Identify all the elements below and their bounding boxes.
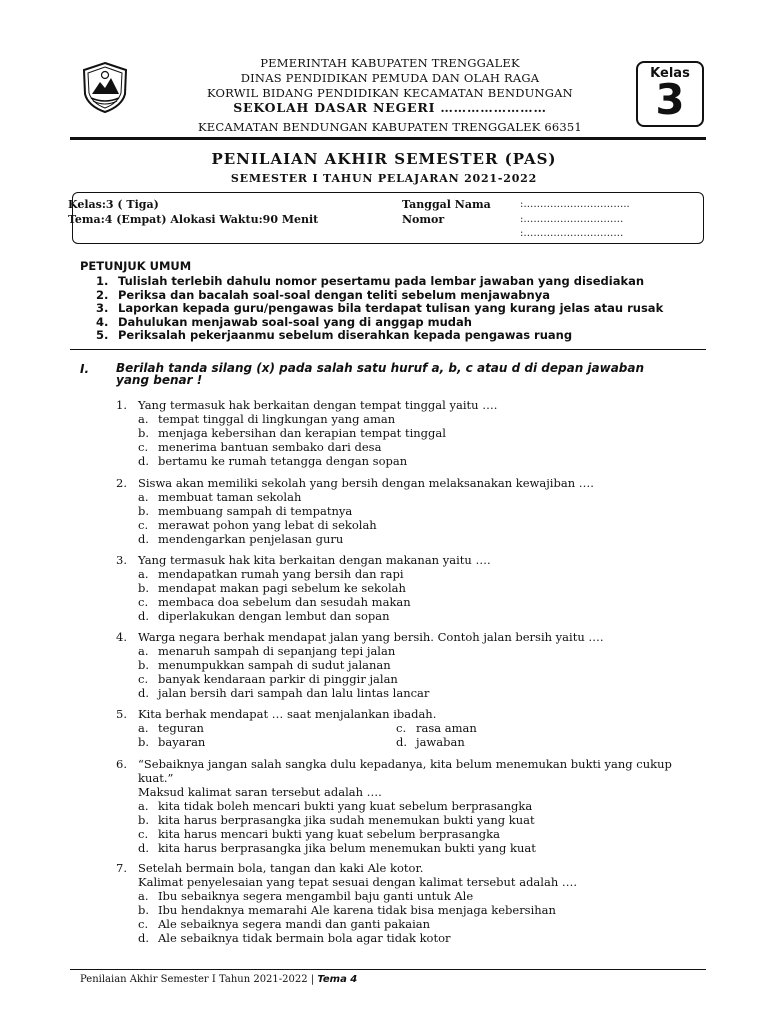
page-footer bbox=[80, 974, 357, 985]
page-title: PENILAIAN AKHIR SEMESTER (PAS) bbox=[211, 150, 557, 168]
petunjuk-item-text: Periksa dan bacalah soal-soal dengan teliti sebelum menjawabnya bbox=[118, 287, 550, 302]
answer-option-text: membaca doa sebelum dan sesudah makan bbox=[158, 595, 411, 609]
answer-option-letter: d. bbox=[396, 735, 408, 749]
question-text: Maksud kalimat saran tersebut adalah …. bbox=[138, 785, 382, 799]
answer-option-letter: b. bbox=[138, 504, 150, 518]
answer-option-letter: b. bbox=[138, 658, 150, 672]
question-number: 7. bbox=[116, 861, 127, 875]
kelas-badge bbox=[636, 61, 704, 127]
header-divider bbox=[70, 137, 706, 140]
answer-option-letter: b. bbox=[138, 813, 150, 827]
answer-option-letter: c. bbox=[396, 721, 407, 735]
question-text: “Sebaiknya jangan salah sangka dulu kepadanya, kita belum menemukan bukti yang cukup bbox=[138, 757, 672, 771]
footer-tema: Tema 4 bbox=[317, 974, 358, 985]
header-address-line: KECAMATAN BENDUNGAN KABUPATEN TRENGGALEK 66351 bbox=[198, 120, 582, 134]
question-text: Yang termasuk hak kita berkaitan dengan makanan yaitu …. bbox=[138, 553, 491, 567]
petunjuk-item bbox=[96, 274, 644, 288]
answer-option-text: mendapat makan pagi sebelum ke sekolah bbox=[158, 581, 406, 595]
answer-option-letter: d. bbox=[138, 841, 150, 855]
answer-option-letter: a. bbox=[138, 567, 149, 581]
petunjuk-divider bbox=[70, 349, 706, 350]
answer-option-letter: a. bbox=[138, 889, 149, 903]
question-number: 2. bbox=[116, 476, 127, 490]
answer-option-letter: d. bbox=[138, 609, 150, 623]
question-text: Yang termasuk hak berkaitan dengan tempat tinggal yaitu …. bbox=[138, 398, 498, 412]
petunjuk-item-text: Laporkan kepada guru/pengawas bila terdapat tulisan yang kurang jelas atau rusak bbox=[118, 301, 664, 315]
question-text: kuat.” bbox=[138, 771, 174, 785]
answer-option-letter: a. bbox=[138, 644, 149, 658]
info-nomor-label: Nomor bbox=[402, 213, 445, 226]
header-department-line: DINAS PENDIDIKAN PEMUDA DAN OLAH RAGA bbox=[240, 71, 540, 85]
answer-option-text: menumpukkan sampah di sudut jalanan bbox=[158, 658, 391, 672]
page-subtitle: SEMESTER I TAHUN PELAJARAN 2021-2022 bbox=[230, 172, 538, 185]
answer-option-text: tempat tinggal di lingkungan yang aman bbox=[158, 412, 396, 426]
question-number: 6. bbox=[116, 757, 127, 771]
answer-option-letter: c. bbox=[138, 917, 149, 931]
petunjuk-item bbox=[96, 315, 472, 329]
answer-option-letter: a. bbox=[138, 799, 149, 813]
answer-option-text: mendengarkan penjelasan guru bbox=[158, 532, 344, 546]
answer-option-text: rasa aman bbox=[416, 721, 477, 735]
header-school-name: SEKOLAH DASAR NEGERI …………………… bbox=[233, 100, 547, 115]
petunjuk-item-text: Dahulukan menjawab soal-soal yang di anggap mudah bbox=[118, 314, 472, 329]
question-text: Warga negara berhak mendapat jalan yang bersih. Contoh jalan bersih yaitu …. bbox=[138, 630, 604, 644]
question-number: 3. bbox=[116, 553, 127, 567]
answer-option-letter: c. bbox=[138, 440, 149, 454]
answer-option-letter: c. bbox=[138, 672, 149, 686]
petunjuk-item-number: 2. bbox=[96, 287, 109, 302]
petunjuk-item bbox=[96, 288, 550, 302]
question-number: 4. bbox=[116, 630, 127, 644]
answer-option-text: jalan bersih dari sampah dan lalu lintas lancar bbox=[158, 686, 430, 700]
answer-option-letter: d. bbox=[138, 686, 150, 700]
answer-option-text: menaruh sampah di sepanjang tepi jalan bbox=[158, 644, 396, 658]
answer-option-text: membuat taman sekolah bbox=[158, 490, 302, 504]
petunjuk-item-text: Periksalah pekerjaanmu sebelum diserahkan kepada pengawas ruang bbox=[118, 328, 573, 342]
answer-option-text: bertamu ke rumah tetangga dengan sopan bbox=[158, 454, 408, 468]
petunjuk-item bbox=[96, 301, 663, 315]
info-nama-field: :………………………… bbox=[520, 214, 624, 225]
footer-divider bbox=[70, 969, 706, 970]
info-nomor-field: :………………………… bbox=[520, 228, 624, 239]
answer-option-text: Ibu sebaiknya segera mengambil baju ganti untuk Ale bbox=[158, 889, 474, 903]
answer-option-letter: c. bbox=[138, 827, 149, 841]
petunjuk-item-number: 3. bbox=[96, 301, 109, 315]
answer-option-text: diperlakukan dengan lembut dan sopan bbox=[158, 609, 390, 623]
answer-option-text: mendapatkan rumah yang bersih dan rapi bbox=[158, 567, 404, 581]
answer-option-text: Ibu hendaknya memarahi Ale karena tidak bisa menjaga kebersihan bbox=[158, 903, 556, 917]
petunjuk-item-number: 5. bbox=[96, 328, 109, 342]
petunjuk-item bbox=[96, 328, 572, 342]
question-text: Kita berhak mendapat … saat menjalankan ibadah. bbox=[138, 707, 437, 721]
answer-option-text: merawat pohon yang lebat di sekolah bbox=[158, 518, 377, 532]
answer-option-text: jawaban bbox=[416, 735, 465, 749]
header-government-line: PEMERINTAH KABUPATEN TRENGGALEK bbox=[260, 56, 520, 70]
petunjuk-item-number: 1. bbox=[96, 274, 109, 288]
section-number: I. bbox=[80, 362, 90, 376]
answer-option-text: menerima bantuan sembako dari desa bbox=[158, 440, 382, 454]
answer-option-text: bayaran bbox=[158, 735, 206, 749]
kelas-badge-label: Kelas bbox=[650, 66, 690, 81]
answer-option-letter: d. bbox=[138, 454, 150, 468]
answer-option-text: Ale sebaiknya tidak bermain bola agar tidak kotor bbox=[158, 931, 451, 945]
question-number: 1. bbox=[116, 398, 127, 412]
petunjuk-heading: PETUNJUK UMUM bbox=[80, 259, 192, 273]
answer-option-letter: b. bbox=[138, 903, 150, 917]
answer-option-letter: b. bbox=[138, 735, 150, 749]
answer-option-letter: c. bbox=[138, 595, 149, 609]
answer-option-text: banyak kendaraan parkir di pinggir jalan bbox=[158, 672, 398, 686]
info-tema-alokasi: Tema:4 (Empat) Alokasi Waktu:90 Menit bbox=[68, 213, 319, 226]
info-tanggal-nama-label: Tanggal Nama bbox=[402, 198, 491, 211]
answer-option-text: teguran bbox=[158, 721, 204, 735]
answer-option-letter: b. bbox=[138, 581, 150, 595]
answer-option-letter: d. bbox=[138, 532, 150, 546]
answer-option-letter: c. bbox=[138, 518, 149, 532]
header-korwil-line: KORWIL BIDANG PENDIDIKAN KECAMATAN BENDUNGAN bbox=[207, 86, 573, 100]
question-text: Kalimat penyelesaian yang tepat sesuai dengan kalimat tersebut adalah …. bbox=[138, 875, 578, 889]
answer-option-text: kita harus berprasangka jika sudah menemukan bukti yang kuat bbox=[158, 813, 535, 827]
answer-option-text: Ale sebaiknya segera mandi dan ganti pakaian bbox=[158, 917, 431, 931]
petunjuk-item-text: Tulislah terlebih dahulu nomor pesertamu pada lembar jawaban yang disediakan bbox=[118, 274, 645, 288]
kelas-badge-number: 3 bbox=[655, 75, 685, 124]
info-kelas: Kelas:3 ( Tiga) bbox=[68, 198, 159, 211]
footer-text: Penilaian Akhir Semester I Tahun 2021-2022 | bbox=[80, 974, 318, 985]
answer-option-letter: a. bbox=[138, 412, 149, 426]
answer-option-letter: d. bbox=[138, 931, 150, 945]
answer-option-letter: a. bbox=[138, 721, 149, 735]
petunjuk-item-number: 4. bbox=[96, 314, 109, 329]
question-number: 5. bbox=[116, 707, 127, 721]
section-instruction: Berilah tanda silang (x) pada salah satu huruf a, b, c atau d di depan jawaban yang benar ! bbox=[116, 361, 645, 387]
regency-emblem-logo bbox=[78, 60, 132, 114]
question-text: Siswa akan memiliki sekolah yang bersih dengan melaksanakan kewajiban …. bbox=[138, 476, 594, 490]
answer-option-letter: b. bbox=[138, 426, 150, 440]
answer-option-text: kita tidak boleh mencari bukti yang kuat sebelum berprasangka bbox=[158, 799, 533, 813]
answer-option-text: menjaga kebersihan dan kerapian tempat tinggal bbox=[158, 426, 446, 440]
answer-option-text: kita harus mencari bukti yang kuat sebelum berprasangka bbox=[158, 827, 500, 841]
info-tanggal-field: :………………………….. bbox=[520, 199, 630, 210]
answer-option-text: membuang sampah di tempatnya bbox=[158, 504, 353, 518]
answer-option-text: kita harus berprasangka jika belum menemukan bukti yang kuat bbox=[158, 841, 536, 855]
answer-option-letter: a. bbox=[138, 490, 149, 504]
question-text: Setelah bermain bola, tangan dan kaki Ale kotor. bbox=[138, 861, 424, 875]
